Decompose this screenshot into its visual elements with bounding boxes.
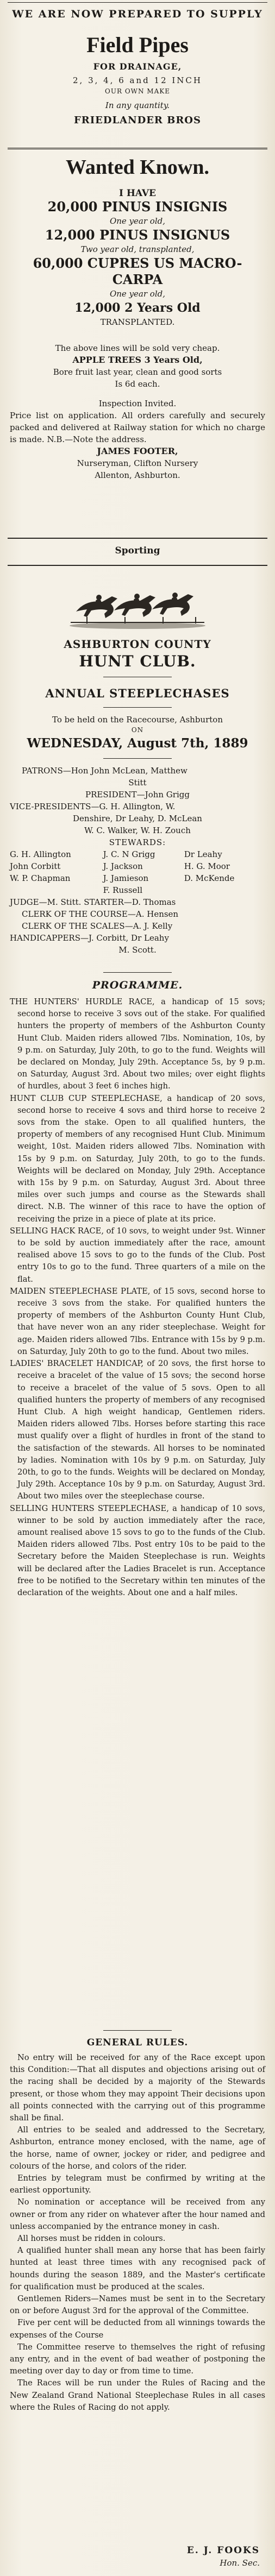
- handicappers: HANDICAPPERS—J. Corbitt, Dr Leahy: [10, 933, 169, 943]
- trees-name: JAMES FOOTER,: [97, 446, 178, 456]
- ad-divider: [8, 148, 267, 149]
- annual-heading: ANNUAL STEEPLECHASES: [45, 686, 230, 700]
- programme-item: MAIDEN STEEPLECHASE PLATE, of 15 sovs, second horse to receive 3 sovs from the stake. For qualified hunters the property of members of the Ashburton County Hunt Club, that have never won an any rider steeplechase. Weight for age. Maiden riders allowed 7lbs. Entrance with 15s by 9 p.m. on Saturday, July 20th to go to the fund. About two miles.: [10, 1286, 265, 1356]
- rule-item: No nomination or acceptance will be received from any owner or from any rider on whatever after the hour named and unless accompanied by the entrance money in cash.: [10, 2197, 265, 2231]
- steward-name: Dr Leahy: [184, 849, 222, 859]
- trees-line3b: One year old,: [109, 289, 166, 299]
- programme-item: LADIES' BRACELET HANDICAP, of 20 sovs, the first horse to receive a bracelet of the value of 15 sovs; the second horse to receive a bracelet of the value of 5 sovs. Open to all qualified hunters the property of members of any recognised Hunt Club. A high weight handicap, Gentlemen riders. Maiden riders allowed 7lbs. Horses before starting this race must qualify over a flight of hurdles in front of the stand to the satisfaction of the stewards. All horses to be nominated by ladies. Nomination with 10s by 9 p.m. on Saturday, July 20th, to go to the funds. Weights will be declared on Monday, July 29th. Acceptance 10s by 9 p.m. on Saturday, August 3rd. About two miles over the steeplechase course.: [10, 1359, 265, 1501]
- programme-item: SELLING HUNTERS STEEPLECHASE, a handicap of 10 sovs, winner to be sold by auction immediately after the race, amount realised above 15 sovs to go to the funds of the Club. Maiden riders allowed 7lbs. Post entry 10s to be paid to the Secretary before the Maiden Steeplechase is run. Weights will be declared after the Ladies Bracelet is run. Acceptance free to be notified to the Secretary within ten minutes of the declaration of the weights. About one and a half miles.: [10, 1503, 265, 1597]
- patrons-b: Stitt: [128, 778, 147, 788]
- rule-item: The Races will be run under the Rules of Racing and the New Zealand Grand National Steeplechase Rules in all cases where the Rules of Racing do not apply.: [10, 2378, 265, 2412]
- rule-item: A qualified hunter shall mean any horse that has been fairly hunted at least three times with any recognised pack of hounds during the season 1889, and the Master's certificate for qualification must be produced at the scales.: [10, 2246, 265, 2291]
- steward-name: H. G. Moor: [184, 861, 230, 871]
- steward-name: J. Jamieson: [103, 873, 149, 883]
- trees-line1: 20,000 PINUS INSIGNIS: [47, 199, 228, 215]
- trees-line2b: Two year old, transplanted,: [80, 244, 195, 254]
- hunt-illustration: [65, 579, 210, 631]
- trees-inspection: Inspection Invited.: [98, 399, 177, 408]
- vp-c: W. C. Walker, W. H. Zouch: [84, 826, 191, 835]
- signature-title: Hon. Sec.: [220, 2558, 260, 2568]
- clerk-scales: CLERK OF THE SCALES—A. J. Kelly: [22, 921, 173, 931]
- officials-block: [10, 765, 265, 956]
- vp-b: Denshire, Dr Leahy, D. McLean: [73, 814, 202, 823]
- pipes-line1: WE ARE NOW PREPARED TO SUPPLY: [12, 8, 263, 20]
- pipes-sizes: 2, 3, 4, 6 and 12 INCH: [73, 75, 202, 85]
- club-name2: HUNT CLUB.: [79, 652, 196, 670]
- pipes-quantity: In any quantity.: [105, 100, 170, 110]
- pipes-firm: FRIEDLANDER BROS: [74, 115, 201, 126]
- rule-item: All entries to be sealed and addressed to the Secretary, Ashburton, entrance money enclosed, with the name, age of the horse, name of owner, jockey or rider, and pedigree and colours of the horse, and colors of the rider.: [10, 2125, 265, 2171]
- meeting-date: WEDNESDAY, August 7th, 1889: [27, 736, 248, 751]
- judge-line: JUDGE—M. Stitt. STARTER—D. Thomas: [10, 897, 176, 907]
- date-short-rule: [103, 758, 172, 759]
- programme-item: SELLING HACK RACE, of 10 sovs, to weight under 9st. Winner to be sold by auction immediately after the race, amount realised above 15 sovs to go to the funds of the Club. Post entry 10s to go to the fund. Three quarters of a mile on the flat.: [10, 1226, 265, 1284]
- trees-line2: 12,000 PINUS INSIGNUS: [45, 227, 230, 243]
- club-header: [10, 637, 265, 671]
- signature-name: E. J. FOOKS: [186, 2545, 260, 2556]
- rule-item: The Committee reserve to themselves the right of refusing any entry, and in the event of bad weather of postponing the meeting over day to day or from time to time.: [10, 2342, 265, 2376]
- trees-line3c: CARPA: [112, 272, 163, 287]
- trees-line3: 60,000 CUPRES US MACRO-: [33, 255, 242, 271]
- programme-heading-block: [10, 978, 265, 993]
- rule-item: No entry will be received for any of the Race except upon this Condition:—That all disputes and objections arising out of the racing shall be decided by a majority of the Stewards present, or those whom they may appoint Their decisions upon all points connected with the carrying out of this programme shall be final.: [10, 2053, 265, 2123]
- patrons-a: PATRONS—Hon John McLean, Matthew: [22, 766, 188, 776]
- vp-a: VICE-PRESIDENTS—G. H. Allington, W.: [10, 802, 176, 811]
- handicappers2: M. Scott.: [118, 945, 157, 955]
- clerk-course: CLERK OF THE COURSE—A. Hensen: [22, 909, 179, 919]
- rules-heading-block: [10, 2036, 265, 2050]
- rule-item: Five per cent will be deducted from all winnings towards the expenses of the Course: [10, 2318, 265, 2340]
- trees-apple3: Is 6d each.: [115, 379, 160, 389]
- club-name1: ASHBURTON COUNTY: [64, 638, 211, 651]
- stewards-label: STEWARDS:: [109, 837, 166, 847]
- rules-short-rule: [103, 2030, 172, 2031]
- steward-name: John Corbitt: [10, 861, 61, 871]
- steward-name: J. Jackson: [103, 861, 143, 871]
- trees-apple2: Bore fruit last year, clean and good sorts: [53, 367, 222, 377]
- signature-block: [187, 2544, 260, 2569]
- programme-heading: PROGRAMME.: [92, 979, 183, 991]
- trees-ad: [10, 154, 265, 481]
- pipes-own-make: OUR OWN MAKE: [105, 87, 170, 95]
- sporting-rule-bottom: [8, 565, 267, 566]
- steward-name: [184, 884, 265, 896]
- programme-short-rule: [103, 972, 172, 973]
- programme-item: HUNT CLUB CUP STEEPLECHASE, a handicap of 20 sovs, second horse to receive 4 sovs and third horse to receive 2 sovs from the stake. Open to all qualified hunters, the property of members of any recognised Hunt Club. Minimum weight, 10st. Maiden riders allowed 7lbs. Nomination with 15s by 9 p.m. on Saturday, July 20th, to go to the funds. Weights will be declared on Monday, July 29th. Acceptance with 15s by 9 p.m. on Saturday, August 3rd. About three miles over such jumps and course as the Stewards shall direct. N.B. The winner of this race to have the option of receiving the prize in a piece of plate at its price.: [10, 1093, 265, 1224]
- programme-list: [10, 996, 265, 1599]
- trees-apple: APPLE TREES 3 Years Old,: [72, 355, 203, 365]
- president-line: PRESIDENT—John Grigg: [85, 790, 190, 799]
- pipes-ad: [10, 8, 265, 126]
- steward-name: J. C. N Grigg: [103, 849, 155, 859]
- rule-item: Entries by telegram must be confirmed by writing at the earliest opportunity.: [10, 2174, 265, 2195]
- trees-intro: I HAVE: [118, 188, 157, 199]
- rules-heading: GENERAL RULES.: [86, 2037, 189, 2048]
- meeting-info: [10, 714, 265, 752]
- trees-line4: 12,000 2 Years Old: [74, 301, 201, 315]
- annual-block: [10, 685, 265, 702]
- trees-line4b: TRANSPLANTED.: [100, 317, 175, 327]
- sporting-label: Sporting: [115, 545, 160, 556]
- trees-title: Nurseryman, Clifton Nursery: [77, 458, 198, 468]
- steward-name: W. P. Chapman: [10, 873, 71, 883]
- programme-item: THE HUNTERS' HURDLE RACE, a handicap of 15 sovs; second horse to receive 3 sovs out of the stake. For qualified hunters the property of members of the Ashburton County Hunt Club. Maiden riders allowed 7lbs. Nomination, 10s, by 9 p.m. on Saturday, July 20th, to go to the fund. Weights will be declared on Monday, July 29th. Acceptance 5s, by 9 p.m. on Saturday, August 3rd. About two miles; over eight flights of hurdles, about 3 feet 6 inches high.: [10, 997, 265, 1091]
- rule-item: Gentlemen Riders—Names must be sent in to the Secretary on or before August 3rd for the approval of the Committee.: [10, 2294, 265, 2316]
- trees-heading: Wanted Known.: [66, 156, 209, 179]
- stewards-table: [10, 848, 265, 896]
- rule-item: All horses must be ridden in colours.: [17, 2234, 166, 2244]
- sporting-section: [10, 545, 265, 556]
- pipes-for: FOR DRAINAGE,: [93, 61, 182, 72]
- top-rule: [8, 2, 267, 3]
- trees-line1b: One year old,: [109, 216, 166, 226]
- steward-name: F. Russell: [103, 885, 143, 895]
- trees-place: Allenton, Ashburton.: [95, 470, 180, 480]
- steward-name: D. McKende: [184, 873, 235, 883]
- horses-jumping-image: [65, 579, 210, 631]
- steward-name: [10, 884, 103, 896]
- pipes-heading: Field Pipes: [86, 33, 189, 57]
- trees-price: Price list on application. All orders carefully and securely packed and delivered at Railway station for which no charge is made. N.B.—Note the address.: [10, 411, 265, 444]
- held-line: To be held on the Racecourse, Ashburton: [52, 715, 223, 725]
- annual-short-rule: [103, 707, 172, 708]
- steward-name: G. H. Allington: [10, 849, 71, 859]
- sporting-rule-top: [8, 538, 267, 539]
- trees-cheap: The above lines will be sold very cheap.: [55, 343, 220, 353]
- rules-list: [10, 2052, 265, 2414]
- on-line: ON: [131, 726, 144, 734]
